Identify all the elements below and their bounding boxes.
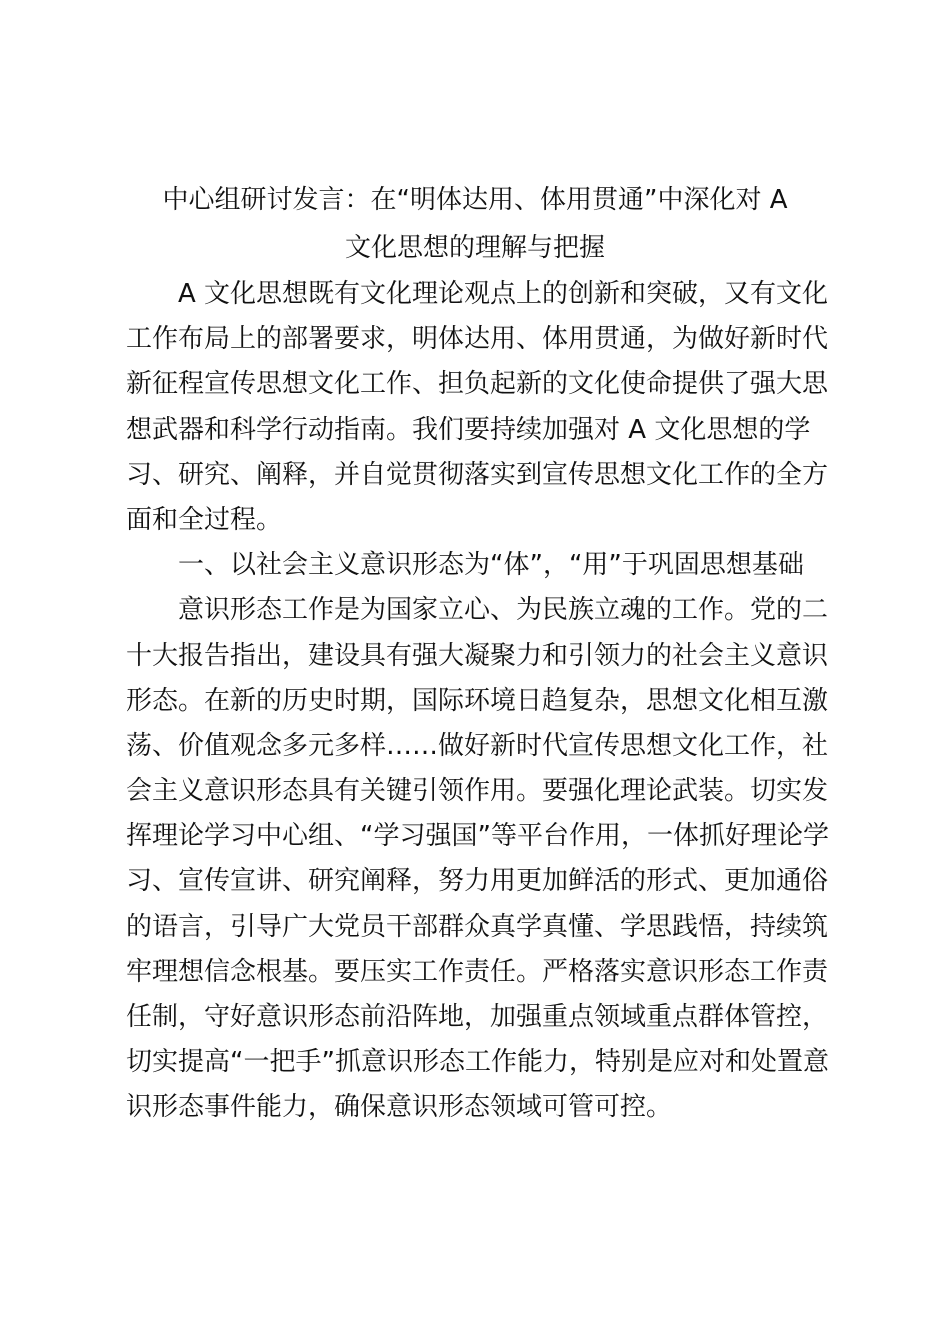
document-title-line-1: 中心组研讨发言：在“明体达用、体用贯通”中深化对 A bbox=[162, 185, 788, 215]
paragraph-2-line: 挥理论学习中心组、“学习强国”等平台作用，一体抓好理论学 bbox=[126, 821, 829, 852]
paragraph-2-line: 十大报告指出，建设具有强大凝聚力和引领力的社会主义意识 bbox=[126, 640, 829, 671]
paragraph-2-line: 任制，守好意识形态前沿阵地，加强重点领域重点群体管控， bbox=[126, 1002, 829, 1032]
paragraph-1-line: 新征程宣传思想文化工作、担负起新的文化使命提供了强大思 bbox=[126, 369, 829, 400]
paragraph-2-line: 形态。在新的历史时期，国际环境日趋复杂，思想文化相互激 bbox=[126, 685, 829, 716]
paragraph-1-line: 想武器和科学行动指南。我们要持续加强对 A 文化思想的学 bbox=[126, 414, 811, 445]
document-body bbox=[126, 272, 829, 1131]
paragraph-2-line: 会主义意识形态具有关键引领作用。要强化理论武装。切实发 bbox=[126, 776, 829, 807]
section-heading-1: 一、以社会主义意识形态为“体”，“用”于巩固思想基础 bbox=[178, 550, 804, 581]
document-title-line-2: 文化思想的理解与把握 bbox=[344, 233, 605, 263]
paragraph-1-line: 工作布局上的部署要求，明体达用、体用贯通，为做好新时代 bbox=[126, 324, 829, 355]
paragraph-1-line: 面和全过程。 bbox=[126, 504, 283, 535]
paragraph-2-line: 习、宣传宣讲、研究阐释，努力用更加鲜活的形式、更加通俗 bbox=[126, 866, 829, 897]
paragraph-1-line: A 文化思想既有文化理论观点上的创新和突破，又有文化 bbox=[178, 279, 829, 309]
paragraph-2-line: 的语言，引导广大党员干部群众真学真懂、学思践悟，持续筑 bbox=[126, 911, 829, 942]
paragraph-2-line: 荡、价值观念多元多样……做好新时代宣传思想文化工作，社 bbox=[126, 730, 829, 761]
paragraph-2-line: 切实提高“一把手”抓意识形态工作能力，特别是应对和处置意 bbox=[126, 1047, 829, 1078]
paragraph-2-line: 牢理想信念根基。要压实工作责任。严格落实意识形态工作责 bbox=[126, 956, 829, 987]
paragraph-2-line: 识形态事件能力，确保意识形态领域可管可控。 bbox=[126, 1092, 673, 1123]
paragraph-2-line: 意识形态工作是为国家立心、为民族立魂的工作。党的二 bbox=[178, 595, 829, 626]
paragraph-1-line: 习、研究、阐释，并自觉贯彻落实到宣传思想文化工作的全方 bbox=[126, 459, 829, 490]
